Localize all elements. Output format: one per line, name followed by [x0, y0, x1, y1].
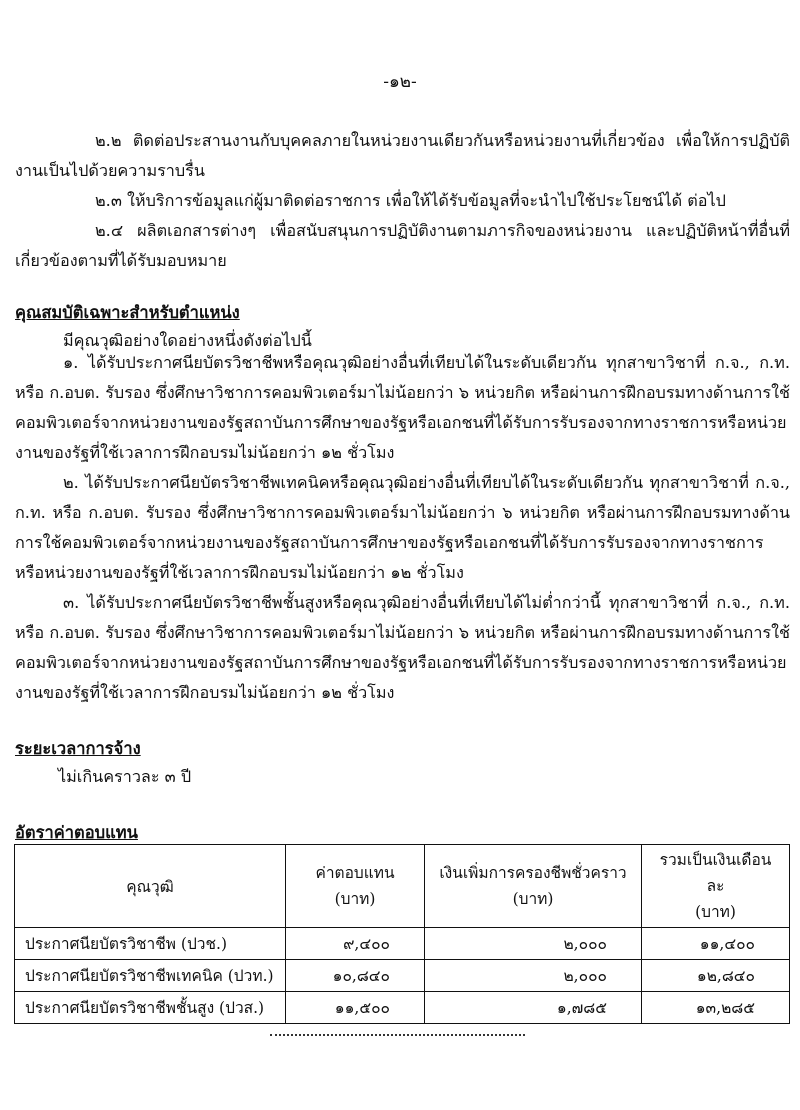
table-row: [15, 928, 790, 960]
row-allowance: ๑,๗๘๕: [425, 992, 642, 1024]
row-pay: ๑๐,๘๔๐: [286, 960, 425, 992]
row-total: ๑๓,๒๘๕: [642, 992, 790, 1024]
duty-item-2-3: ๒.๓ ให้บริการข้อมูลแก่ผู้มาติดต่อราชการ เพื่อให้ได้รับข้อมูลที่จะนำไปใช้ประโยชน์ได้ ต่อไป: [95, 191, 726, 210]
row-total: ๑๒,๘๔๐: [642, 960, 790, 992]
row-pay: ๙,๔๐๐: [286, 928, 425, 960]
table-row: [15, 960, 790, 992]
header-allowance: [425, 845, 642, 928]
header-pay-label: ค่าตอบแทน: [315, 864, 395, 882]
row-pay: ๑๑,๕๐๐: [286, 992, 425, 1024]
header-total-unit: (บาท): [695, 903, 736, 921]
table-row: [15, 992, 790, 1024]
employment-period-heading: ระยะเวลาการจ้าง: [15, 739, 141, 758]
employment-period-text: ไม่เกินคราวละ ๓ ปี: [58, 767, 192, 786]
header-total-label: รวมเป็นเงินเดือนละ: [659, 851, 772, 895]
qualifications-heading: คุณสมบัติเฉพาะสำหรับตำแหน่ง: [15, 303, 240, 322]
dotted-divider: [270, 1034, 525, 1036]
row-total: ๑๑,๔๐๐: [642, 928, 790, 960]
qualifications-intro: มีคุณวุฒิอย่างใดอย่างหนึ่งดังต่อไปนี้: [63, 331, 312, 350]
header-pay: [286, 845, 425, 928]
qualification-item-3: ๓. ได้รับประกาศนียบัตรวิชาชีพชั้นสูงหรือคุณวุฒิอย่างอื่นที่เทียบได้ไม่ต่ำกว่านี้ ทุกสาขาวิชาที่ ก.จ., ก.ท. หรือ ก.อบต. รับรอง ซึ่งศึกษาวิชาการคอมพิวเตอร์มาไม่น้อยกว่า ๖ หน่วยกิต หรือผ่านการฝึกอบรมทางด้านการใช้คอมพิวเตอร์จากหน่วยงานของรัฐสถาบันการศึกษาของรัฐหรือเอกชนที่ได้รับการรับรองจากทางราชการหรือหน่วยงานของรัฐที่ใช้เวลาการฝึกอบรมไม่น้อยกว่า ๑๒ ชั่วโมง: [15, 593, 790, 702]
header-allowance-label: เงินเพิ่มการครองชีพชั่วคราว: [439, 864, 627, 882]
header-allowance-unit: (บาท): [512, 890, 554, 908]
header-total: [642, 845, 790, 928]
row-qualification: ประกาศนียบัตรวิชาชีพ (ปวช.): [15, 928, 286, 960]
header-qualification: คุณวุฒิ: [15, 845, 286, 928]
qualification-item-1: ๑. ได้รับประกาศนียบัตรวิชาชีพหรือคุณวุฒิอย่างอื่นที่เทียบได้ในระดับเดียวกัน ทุกสาขาวิชาที่ ก.จ., ก.ท. หรือ ก.อบต. รับรอง ซึ่งศึกษาวิชาการคอมพิวเตอร์มาไม่น้อยกว่า ๖ หน่วยกิต หรือผ่านการฝึกอบรมทางด้านการใช้คอมพิวเตอร์จากหน่วยงานของรัฐสถาบันการศึกษาของรัฐหรือเอกชนที่ได้รับการรับรองจากทางราชการหรือหน่วยงานของรัฐที่ใช้เวลาการฝึกอบรมไม่น้อยกว่า ๑๒ ชั่วโมง: [15, 353, 790, 462]
header-pay-unit: (บาท): [334, 890, 376, 908]
row-allowance: ๒,๐๐๐: [425, 928, 642, 960]
compensation-table: [14, 844, 790, 1024]
row-qualification: ประกาศนียบัตรวิชาชีพเทคนิค (ปวท.): [15, 960, 286, 992]
page-number: -๑๒-: [383, 72, 417, 92]
row-qualification: ประกาศนียบัตรวิชาชีพชั้นสูง (ปวส.): [15, 992, 286, 1024]
row-allowance: ๒,๐๐๐: [425, 960, 642, 992]
table-header-row: [15, 845, 790, 928]
qualification-item-2: ๒. ได้รับประกาศนียบัตรวิชาชีพเทคนิคหรือคุณวุฒิอย่างอื่นที่เทียบได้ในระดับเดียวกัน ทุกสาขาวิชาที่ ก.จ., ก.ท. หรือ ก.อบต. รับรอง ซึ่งศึกษาวิชาการคอมพิวเตอร์มาไม่น้อยกว่า ๖ หน่วยกิต หรือผ่านการฝึกอบรมทางด้านการใช้คอมพิวเตอร์จากหน่วยงานของรัฐสถาบันการศึกษาของรัฐหรือเอกชนที่ได้รับการรับรองจากทางราชการหรือหน่วยงานของรัฐที่ใช้เวลาการฝึกอบรมไม่น้อยกว่า ๑๒ ชั่วโมง: [15, 473, 790, 582]
duty-item-2-2: ๒.๒ ติดต่อประสานงานกับบุคคลภายในหน่วยงานเดียวกันหรือหน่วยงานที่เกี่ยวข้อง เพื่อให้การปฏิบัติงานเป็นไปด้วยความราบรื่น: [15, 131, 790, 180]
compensation-heading: อัตราค่าตอบแทน: [15, 823, 138, 842]
duty-item-2-4: ๒.๔ ผลิตเอกสารต่างๆ เพื่อสนับสนุนการปฏิบัติงานตามภารกิจของหน่วยงาน และปฏิบัติหน้าที่อื่นที่เกี่ยวข้องตามที่ได้รับมอบหมาย: [15, 221, 790, 270]
